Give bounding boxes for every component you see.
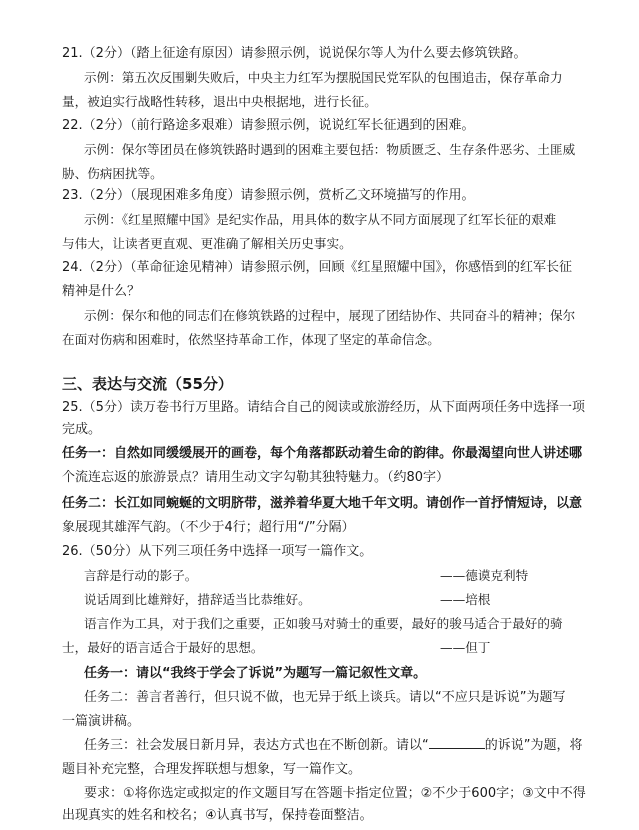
q26-task2-line1: 任务二：善言者善行，但只说不做，也无异于纸上谈兵。请以“不应只是诉说”为题写 xyxy=(84,690,566,705)
q21-prompt: 21.（2分）（踏上征途有原因）请参照示例，说说保尔等人为什么要去修筑铁路。 xyxy=(62,46,527,61)
q26-task1: 任务一：请以“我终于学会了诉说”为题写一篇记叙性文章。 xyxy=(84,666,427,681)
q24-example-line2: 在面对伤病和困难时，依然坚持革命工作，体现了坚定的革命信念。 xyxy=(62,332,440,347)
q26-quote2: 说话周到比雄辩好，措辞适当比恭维好。 xyxy=(84,592,311,607)
q26-task3-line1 xyxy=(84,736,583,756)
q25-task1-line2: 个流连忘返的旅游景点？请用生动文字勾勒其独特魅力。（约80字） xyxy=(62,470,450,485)
q24-example-line1: 示例：保尔和他的同志们在修筑铁路的过程中，展现了团结协作、共同奋斗的精神；保尔 xyxy=(84,308,576,323)
q26-quote1: 言辞是行动的影子。 xyxy=(84,568,198,583)
q26-title-blank xyxy=(429,736,485,749)
q25-prompt-line2: 完成。 xyxy=(62,422,102,437)
q25-task2-line1: 任务二：长江如同蜿蜒的文明脐带，滋养着华夏大地千年文明。请创作一首抒情短诗，以意 xyxy=(62,496,583,511)
q26-quote2-author: ——培根 xyxy=(440,592,491,607)
q26-quote1-author: ——德谟克利特 xyxy=(440,568,529,583)
q25-task2-line2: 象展现其雄浑气韵。（不少于4行；超行用“/”分隔） xyxy=(62,520,355,535)
q26-task3-post: 的诉说”为题，将 xyxy=(484,738,583,753)
q25-prompt-line1: 25.（5分）读万卷书行万里路。请结合自己的阅读或旅游经历，从下面两项任务中选择一项 xyxy=(62,400,585,415)
q21-example-line1: 示例：第五次反围剿失败后，中央主力红军为摆脱国民党军队的包围追击，保存革命力 xyxy=(84,70,563,85)
q22-prompt: 22.（2分）（前行路途多艰难）请参照示例，说说红军长征遇到的困难。 xyxy=(62,118,475,133)
section-title: 三、表达与交流（55分） xyxy=(62,375,233,393)
q26-quote3-line2: 士，最好的语言适合于最好的思想。 xyxy=(62,640,264,655)
q26-quote3-line1: 语言作为工具，对于我们之重要，正如骏马对骑士的重要，最好的骏马适合于最好的骑 xyxy=(84,616,563,631)
q26-task3-line2: 题目补充完整，合理发挥联想与想象，写一篇作文。 xyxy=(62,762,362,777)
q23-example-line2: 与伟大，让读者更直观、更准确了解相关历史事实。 xyxy=(62,236,352,251)
q21-example-line2: 量，被迫实行战略性转移，退出中央根据地，进行长征。 xyxy=(62,94,377,109)
q23-example-line1: 示例：《红星照耀中国》是纪实作品，用具体的数字从不同方面展现了红军长征的艰难 xyxy=(84,212,557,227)
q25-task1-line1: 任务一：自然如同缓缓展开的画卷，每个角落都跃动着生命的韵律。你最渴望向世人讲述哪 xyxy=(62,446,583,461)
q26-task3-pre: 任务三：社会发展日新月异，表达方式也在不断创新。请以“ xyxy=(84,738,429,753)
q26-requirements-line2: 出现真实的姓名和校名；④认真书写，保持卷面整洁。 xyxy=(62,808,373,823)
q26-requirements-line1: 要求：①将你选定或拟定的作文题目写在答题卡指定位置；②不少于600字；③文中不得 xyxy=(84,786,586,801)
q26-quote3-author: ——但丁 xyxy=(440,640,491,655)
q22-example-line1: 示例：保尔等团员在修筑铁路时遇到的困难主要包括：物质匮乏、生存条件恶劣、土匪威 xyxy=(84,142,576,157)
q22-example-line2: 胁、伤病困扰等。 xyxy=(62,166,163,181)
q26-task2-line2: 一篇演讲稿。 xyxy=(62,714,141,729)
q23-prompt: 23.（2分）（展现困难多角度）请参照示例，赏析乙文环境描写的作用。 xyxy=(62,188,475,203)
q24-prompt-line1: 24.（2分）（革命征途见精神）请参照示例，回顾《红星照耀中国》，你感悟到的红军长征 xyxy=(62,260,572,275)
q26-prompt: 26.（50分）从下列三项任务中选择一项写一篇作文。 xyxy=(62,544,373,559)
q24-prompt-line2: 精神是什么？ xyxy=(62,284,141,299)
